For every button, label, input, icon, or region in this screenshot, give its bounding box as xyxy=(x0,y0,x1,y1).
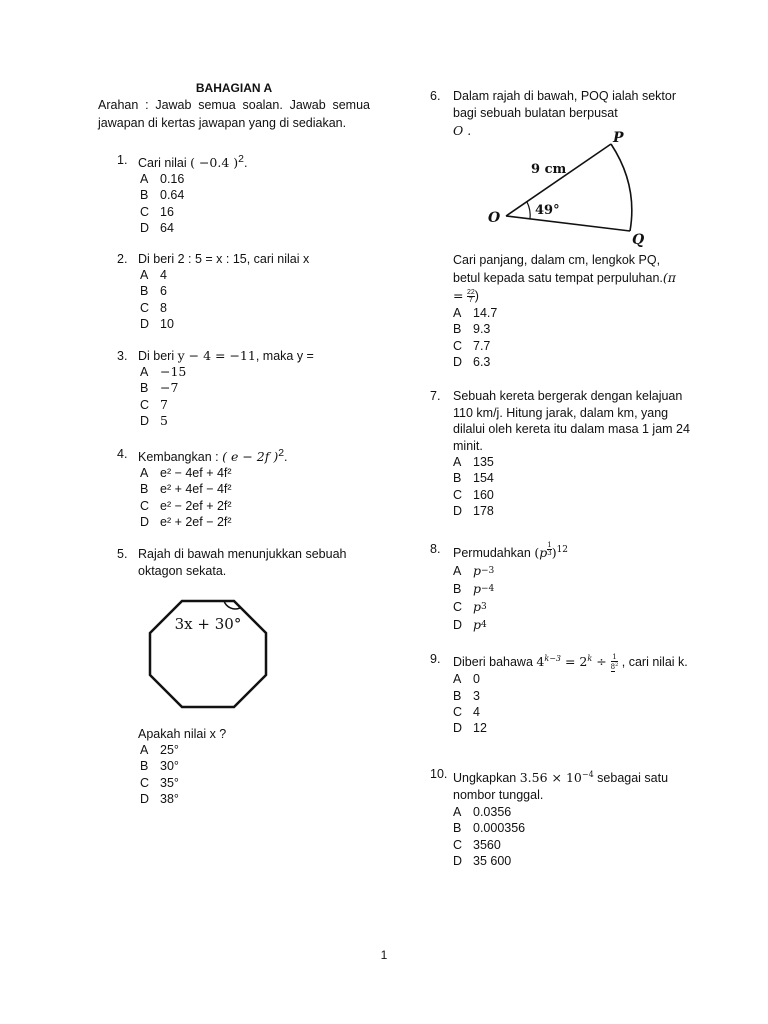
term-a-exponent: k−3 xyxy=(544,654,561,663)
option-a[interactable] xyxy=(453,804,690,820)
option-text: 30° xyxy=(160,759,179,774)
option-letter: A xyxy=(453,672,462,687)
option-letter: A xyxy=(453,805,462,820)
pi-close: ) xyxy=(474,289,479,303)
option-letter: A xyxy=(140,268,149,282)
option-a[interactable] xyxy=(140,267,370,283)
options xyxy=(140,171,370,236)
option-c[interactable] xyxy=(140,204,370,220)
option-text: 0.64 xyxy=(160,188,185,203)
question-text-main: Dalam rajah di bawah, POQ ialah sektor bagi sebuah bulatan berpusat xyxy=(453,89,677,120)
option-a[interactable] xyxy=(140,171,370,187)
option-d[interactable] xyxy=(140,514,370,530)
angle-label: 49° xyxy=(535,203,560,218)
page-number: 1 xyxy=(380,948,388,962)
question-text xyxy=(453,540,690,562)
question-number: 1. xyxy=(117,153,128,167)
option-letter: C xyxy=(140,204,150,219)
option-text: 178 xyxy=(473,503,494,518)
math-expression: ( e − 2f ) xyxy=(222,449,279,465)
math-expression: ( −0.4 ) xyxy=(190,155,239,171)
option-text: −7 xyxy=(160,380,179,396)
option-text: −15 xyxy=(160,364,187,379)
option-a[interactable] xyxy=(453,305,690,321)
question-8 xyxy=(430,540,690,634)
option-letter: B xyxy=(453,582,462,597)
pi-expression: (π = xyxy=(453,270,676,303)
question-text-pre: Di beri xyxy=(138,349,178,363)
question-number: 9. xyxy=(430,652,441,666)
octagon-figure xyxy=(146,598,270,710)
point-p-label: P xyxy=(613,130,624,146)
option-a[interactable] xyxy=(140,465,370,481)
option-text: 14.7 xyxy=(473,306,498,320)
exponent: 2 xyxy=(238,154,244,165)
divide-sign: ÷ xyxy=(592,654,611,670)
question-text-post: . xyxy=(284,450,288,465)
option-letter: B xyxy=(140,381,149,396)
option-letter: B xyxy=(140,284,149,299)
fraction-numerator: 22 xyxy=(466,289,475,297)
option-text: 0 xyxy=(473,672,480,687)
option-letter: B xyxy=(453,688,462,703)
option-letter: B xyxy=(453,821,462,836)
option-letter: C xyxy=(140,397,150,412)
question-text xyxy=(453,252,690,305)
option-d[interactable] xyxy=(140,220,370,236)
option-letter: D xyxy=(453,618,463,633)
option-letter: D xyxy=(453,503,463,518)
option-text: 25° xyxy=(160,743,179,757)
option-d[interactable] xyxy=(140,791,370,807)
question-text-post: , cari nilai k. xyxy=(618,655,688,670)
question-text: Rajah di bawah menunjukkan sebuah oktagon sekata. xyxy=(138,547,347,578)
option-b[interactable] xyxy=(140,758,370,774)
equals-two: = 2 xyxy=(560,654,588,670)
option-d[interactable] xyxy=(453,720,690,736)
question-text-main: Permudahkan xyxy=(453,546,535,561)
octagon-angle-label: 3x + 30° xyxy=(174,615,242,633)
base: p xyxy=(539,545,548,561)
question-text-post: , maka y = xyxy=(255,349,314,363)
option-d[interactable] xyxy=(453,503,690,519)
option-letter: D xyxy=(140,316,150,331)
question-7 xyxy=(430,388,690,519)
option-text: 7.7 xyxy=(473,338,491,353)
option-text: 64 xyxy=(160,221,174,236)
option-letter: B xyxy=(453,322,462,337)
option-c[interactable] xyxy=(453,487,690,503)
question-number: 10. xyxy=(430,767,448,781)
option-c[interactable] xyxy=(140,397,370,413)
fraction-numerator: 1 xyxy=(547,540,552,549)
option-letter: D xyxy=(453,354,463,369)
math-expression xyxy=(536,653,619,672)
options xyxy=(140,742,370,807)
options xyxy=(140,267,370,332)
term-b-exponent: k xyxy=(587,654,593,663)
option-text: 10 xyxy=(160,316,174,331)
question-5-prompt xyxy=(98,726,370,807)
option-text: 3 xyxy=(473,688,480,703)
question-1 xyxy=(98,152,370,236)
option-text: 0.0356 xyxy=(473,805,512,820)
option-letter: A xyxy=(453,306,462,320)
question-text xyxy=(453,650,690,671)
option-text: 5 xyxy=(160,412,168,428)
question-9 xyxy=(430,650,690,737)
option-letter: C xyxy=(453,487,463,502)
fraction-denominator: 3 xyxy=(547,548,552,557)
question-number: 6. xyxy=(430,89,441,103)
question-text-post: sebagai satu nombor tunggal. xyxy=(453,771,669,803)
question-10 xyxy=(430,766,690,869)
option-letter: C xyxy=(453,600,463,615)
option-base: p xyxy=(473,599,482,615)
option-c[interactable] xyxy=(453,338,690,354)
angle-arc xyxy=(527,202,530,219)
option-d[interactable] xyxy=(453,616,690,634)
math-expression: 3.56 × 10 xyxy=(519,770,582,786)
options xyxy=(453,305,690,370)
option-letter: D xyxy=(453,721,463,736)
term-a-base: 4 xyxy=(536,654,545,670)
pi-fraction xyxy=(467,289,475,304)
option-text: e² + 2ef − 2f² xyxy=(160,515,232,530)
question-number: 7. xyxy=(430,389,441,403)
question-text: Apakah nilai x ? xyxy=(138,727,227,741)
exponent-fraction xyxy=(547,542,551,557)
question-text-post: . xyxy=(243,156,248,171)
left-column xyxy=(98,80,370,806)
option-text: e² − 4ef + 4f² xyxy=(160,466,232,481)
question-text-pre: Ungkapkan xyxy=(453,771,520,786)
sector-figure xyxy=(485,130,665,250)
math-expression: y − 4 = −11 xyxy=(177,348,256,363)
radius-oq xyxy=(506,216,630,231)
spacer xyxy=(430,252,453,305)
option-b[interactable] xyxy=(140,380,370,396)
option-text: 8 xyxy=(160,300,167,315)
option-c[interactable] xyxy=(453,837,690,853)
denominator-exponent: 2 xyxy=(615,662,619,668)
question-number: 8. xyxy=(430,542,441,556)
option-c[interactable] xyxy=(140,300,370,316)
option-letter: C xyxy=(453,837,463,852)
option-a[interactable] xyxy=(453,454,690,470)
exponent: −4 xyxy=(581,770,594,779)
option-text: 160 xyxy=(473,487,494,502)
option-text: 9.3 xyxy=(473,322,491,337)
option-base: p xyxy=(473,617,482,633)
option-letter: B xyxy=(140,482,149,497)
section-instruction: Arahan : Jawab semua soalan. Jawab semua jawapan di kertas jawapan yang di sediakan. xyxy=(98,98,370,130)
option-c[interactable] xyxy=(140,775,370,791)
option-letter: A xyxy=(140,743,149,757)
option-d[interactable] xyxy=(453,853,690,869)
question-text xyxy=(453,766,690,804)
option-exponent: 3 xyxy=(481,602,487,613)
options xyxy=(453,671,690,736)
option-letter: B xyxy=(453,471,462,486)
option-a[interactable] xyxy=(140,364,370,380)
option-b[interactable] xyxy=(140,283,370,299)
option-text: 6.3 xyxy=(473,354,491,369)
option-text: e² + 4ef − 4f² xyxy=(160,482,232,497)
question-text: Di beri 2 : 5 = x : 15, cari nilai x xyxy=(138,252,310,266)
question-text-main: Cari panjang, dalam cm, lengkok PQ, betul kepada satu tempat perpuluhan. xyxy=(453,253,663,285)
option-exponent: −4 xyxy=(481,584,495,595)
question-text-pre: Diberi bahawa xyxy=(453,655,537,670)
option-a[interactable] xyxy=(140,742,370,758)
option-d[interactable] xyxy=(140,316,370,332)
option-d[interactable] xyxy=(453,354,690,370)
question-3 xyxy=(98,348,370,429)
option-text: 7 xyxy=(160,396,168,412)
option-b[interactable] xyxy=(140,187,370,203)
option-letter: A xyxy=(140,172,149,187)
option-b[interactable] xyxy=(453,470,690,486)
option-a[interactable] xyxy=(453,562,690,580)
point-q-label: Q xyxy=(632,232,645,248)
arc-pq xyxy=(611,144,632,231)
option-text: 4 xyxy=(473,704,480,719)
question-text-pre: Cari nilai xyxy=(138,156,191,171)
spacer xyxy=(98,726,138,742)
option-letter: C xyxy=(453,338,463,353)
question-5 xyxy=(98,546,370,580)
option-letter: C xyxy=(140,300,150,315)
option-text: 6 xyxy=(160,284,167,299)
exponent: 2 xyxy=(278,448,284,459)
option-letter: D xyxy=(140,791,150,806)
question-4 xyxy=(98,446,370,530)
options xyxy=(453,562,690,634)
fraction-numerator: 1 xyxy=(612,653,617,661)
option-exponent: 4 xyxy=(481,620,487,631)
option-letter: D xyxy=(140,221,150,236)
option-c[interactable] xyxy=(453,598,690,616)
option-a[interactable] xyxy=(453,671,690,687)
option-text: 35 600 xyxy=(473,854,512,869)
question-number: 4. xyxy=(117,447,128,461)
option-letter: C xyxy=(453,704,463,719)
question-text xyxy=(138,446,370,465)
point-o-label: O xyxy=(488,210,501,226)
option-text: 38° xyxy=(160,791,179,806)
option-d[interactable] xyxy=(140,413,370,429)
question-number: 5. xyxy=(117,547,128,561)
options xyxy=(453,804,690,869)
option-b[interactable] xyxy=(140,481,370,497)
option-base: p xyxy=(473,563,482,579)
option-text: 4 xyxy=(160,268,167,282)
option-letter: A xyxy=(453,564,462,579)
option-b[interactable] xyxy=(453,820,690,836)
question-text xyxy=(138,348,370,364)
fraction-denominator: 7 xyxy=(468,297,473,305)
option-text: 12 xyxy=(473,721,487,736)
option-text: 0.16 xyxy=(160,172,185,187)
option-base: p xyxy=(473,581,482,597)
question-number: 2. xyxy=(117,252,128,266)
option-letter: D xyxy=(140,413,150,428)
option-letter: D xyxy=(140,515,150,530)
option-text: 35° xyxy=(160,775,179,790)
option-letter: B xyxy=(140,759,149,774)
question-text-pre: Kembangkan : xyxy=(138,450,223,465)
option-letter: C xyxy=(140,775,150,790)
center-label: O . xyxy=(453,123,472,138)
option-text: 135 xyxy=(473,455,494,469)
option-b[interactable] xyxy=(453,688,690,704)
question-text xyxy=(138,152,370,171)
question-text: Sebuah kereta bergerak dengan kelajuan 110 km/j. Hitung jarak, dalam km, yang dilalui oleh kereta itu dalam masa 1 jam 24 minit. xyxy=(453,389,690,453)
option-exponent: −3 xyxy=(481,566,495,577)
options xyxy=(140,364,370,429)
option-text: e² − 2ef + 2f² xyxy=(160,498,232,513)
denominator-base: 8 xyxy=(610,663,616,672)
question-6-prompt xyxy=(430,252,690,370)
radius-label: 9 cm xyxy=(531,162,567,177)
option-letter: A xyxy=(453,455,462,469)
option-text: 154 xyxy=(473,471,494,486)
option-c[interactable] xyxy=(140,498,370,514)
option-text: 3560 xyxy=(473,837,501,852)
options xyxy=(140,465,370,530)
option-letter: C xyxy=(140,498,150,513)
option-letter: B xyxy=(140,188,149,203)
math-expression: (p $^{\frac{1}{3}}$ )$^{12}$ xyxy=(534,540,569,561)
question-2 xyxy=(98,251,370,332)
option-letter: A xyxy=(140,466,149,481)
section-title: BAHAGIAN A xyxy=(195,81,273,95)
outer-exponent: 12 xyxy=(556,545,569,555)
option-c[interactable] xyxy=(453,704,690,720)
question-number: 3. xyxy=(117,349,128,363)
option-text: 0.000356 xyxy=(473,821,526,836)
option-b[interactable] xyxy=(453,580,690,598)
option-text: 16 xyxy=(160,204,174,219)
option-letter: A xyxy=(140,365,149,379)
options xyxy=(453,454,690,519)
option-letter: D xyxy=(453,854,463,869)
option-b[interactable] xyxy=(453,321,690,337)
